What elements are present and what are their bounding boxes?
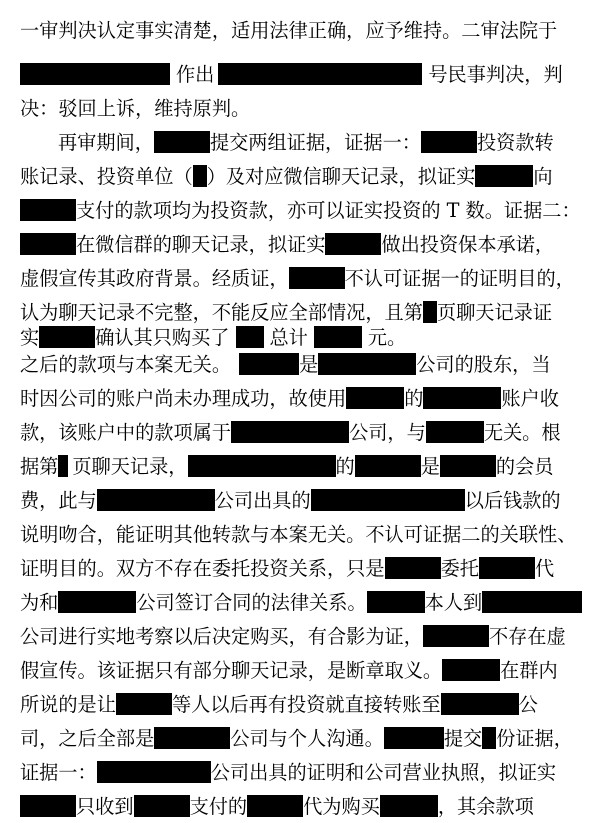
text-segment: 证明目的。双方不存在委托投资关系，只是 (20, 557, 385, 580)
redaction-block (58, 455, 68, 477)
redaction-block (134, 795, 190, 817)
redaction-block (247, 795, 303, 817)
text-segment: 支付的款项均为投资款，亦可以证实投资的 T 数。证据二： (76, 199, 581, 222)
text-segment: 所说的是让 (20, 693, 116, 716)
text-segment: 说明吻合，能证明其他转款与本案无关。不认可证据二的关联性、 (20, 523, 577, 546)
text-line-20 (20, 655, 558, 687)
text-line-14 (20, 451, 553, 483)
text-segment: 再审期间， (58, 131, 154, 154)
redaction-block (231, 421, 349, 443)
redaction-block (97, 761, 211, 783)
text-segment: 元。 (367, 326, 407, 349)
text-segment: ，其余款项 (437, 795, 534, 818)
text-segment: 代 (534, 557, 555, 580)
text-segment: 公司，与 (349, 421, 426, 444)
text-segment: 款，该账户中的款项属于 (20, 421, 232, 444)
text-line-12 (20, 383, 559, 415)
text-line-18 (20, 587, 582, 619)
redaction-block (188, 455, 336, 477)
text-segment: 无关。根 (483, 421, 561, 444)
text-segment: 账户收 (501, 387, 559, 410)
text-segment: 公 (518, 693, 538, 716)
text-segment: 不存在虚 (488, 625, 566, 648)
text-line-4 (58, 127, 554, 159)
text-line-11 (20, 349, 551, 381)
text-segment: 提交两组证据，证据一： (209, 131, 421, 154)
redaction-block (479, 557, 535, 579)
text-segment: 认为聊天记录不完整，不能反应全部情况，且第 (20, 301, 423, 324)
redaction-block (39, 326, 95, 348)
redaction-block (423, 301, 437, 323)
text-line-19 (20, 621, 566, 653)
text-segment: 是 (299, 353, 319, 376)
text-segment: 公司与个人沟通。 (230, 727, 384, 750)
text-segment: 做出投资保本承诺， (381, 233, 555, 256)
redaction-block (355, 455, 421, 477)
text-line-22 (20, 723, 573, 755)
redaction-block (154, 727, 230, 749)
text-segment: ）及对应微信聊天记录，拟证实 (206, 165, 476, 188)
redaction-block (426, 421, 484, 443)
redaction-block (475, 165, 533, 187)
text-line-3 (20, 93, 250, 125)
text-segment: 提交 (443, 727, 483, 750)
text-segment: 委托 (440, 557, 479, 580)
redaction-block (314, 326, 362, 348)
text-segment: 页聊天记录证 (436, 301, 553, 324)
text-segment: 总计 (269, 326, 308, 349)
redaction-block (380, 795, 438, 817)
text-segment: 是 (420, 455, 440, 478)
text-segment: 公司出具的 (214, 489, 311, 512)
text-segment: 在群内 (500, 659, 558, 682)
redaction-block (385, 557, 441, 579)
text-segment: 页聊天记录， (72, 455, 188, 478)
redaction-block (58, 591, 136, 613)
text-line-7 (20, 229, 554, 261)
redaction-block (423, 387, 501, 409)
text-segment: 据第 (20, 455, 59, 478)
text-segment: 公司的股东，当 (416, 353, 551, 376)
text-line-2 (20, 59, 563, 91)
text-segment: 本人到 (424, 591, 483, 614)
text-segment: 账记录、投资单位（ (20, 165, 193, 188)
redaction-block (236, 326, 264, 348)
text-segment: 只收到 (76, 795, 134, 818)
text-segment: 为和 (20, 591, 59, 614)
text-segment: 确认其只购买了 (95, 326, 230, 349)
redaction-block (20, 233, 76, 255)
redaction-block (289, 267, 345, 289)
text-line-23 (20, 757, 556, 789)
text-segment: 份证据， (496, 727, 573, 750)
redaction-block (20, 199, 76, 221)
text-segment: 在微信群的聊天记录，拟证实 (76, 233, 326, 256)
text-segment: 公司签订合同的法律关系。 (136, 591, 367, 614)
text-segment: 司，之后全部是 (20, 727, 155, 750)
text-segment: 一审判决认定事实清楚，适用法律正确，应予维持。二审法院于 (20, 19, 558, 42)
text-segment: 假宣传。该证据只有部分聊天记录，是断章取义。 (20, 659, 443, 682)
text-segment: 不认可证据一的证明目的， (344, 267, 575, 290)
redaction-block (116, 693, 172, 715)
text-segment: 实 (20, 326, 40, 349)
text-segment: 决：驳回上诉，维持原判。 (20, 97, 251, 120)
text-segment: 支付的 (189, 795, 248, 818)
redaction-block (441, 693, 519, 715)
redaction-block (318, 353, 416, 375)
text-segment: 公司出具的证明和公司营业执照，拟证实 (210, 761, 557, 784)
redaction-block (423, 625, 489, 647)
redaction-block (311, 489, 465, 511)
text-segment: 向 (533, 165, 553, 188)
redaction-block (440, 455, 496, 477)
redaction-block (20, 795, 76, 817)
text-segment: 的 (404, 387, 424, 410)
redaction-block (346, 387, 404, 409)
text-segment: 以后钱款的 (464, 489, 561, 512)
text-line-21 (20, 689, 538, 721)
text-line-6 (20, 195, 581, 227)
text-segment: 之后的款项与本案无关。 (20, 353, 232, 376)
redaction-block (218, 63, 422, 85)
redaction-block (193, 165, 207, 187)
text-segment: 的会员 (495, 455, 554, 478)
redaction-block (482, 591, 582, 613)
text-line-1 (20, 15, 557, 47)
text-line-5 (20, 161, 553, 193)
redaction-block (325, 233, 381, 255)
text-segment: 公司进行实地考察以后决定购买，有合影为证， (20, 625, 423, 648)
text-segment: 的 (335, 455, 355, 478)
redaction-block (367, 591, 425, 613)
text-segment: 号民事判决，判 (428, 63, 563, 86)
text-segment: 时因公司的账户尚未办理成功，故使用 (20, 387, 347, 410)
text-line-15 (20, 485, 561, 517)
redaction-block (97, 489, 215, 511)
redaction-block (154, 131, 210, 153)
redaction-block (384, 727, 444, 749)
redaction-block (482, 727, 496, 749)
text-segment: 作出 (176, 63, 215, 86)
redaction-block (20, 63, 170, 85)
text-line-17 (20, 553, 554, 585)
redaction-block (442, 659, 500, 681)
text-line-16 (20, 519, 576, 551)
text-segment: 等人以后再有投资就直接转账至 (171, 693, 441, 716)
redaction-block (239, 353, 299, 375)
redaction-block (421, 131, 477, 153)
text-segment: 投资款转 (477, 131, 554, 154)
text-segment: 代为购买 (303, 795, 380, 818)
text-line-13 (20, 417, 561, 449)
text-segment: 证据一： (20, 761, 97, 784)
text-line-8 (20, 263, 575, 295)
text-line-24 (20, 791, 534, 823)
text-segment: 虚假宣传其政府背景。经质证， (20, 267, 289, 290)
text-segment: 费，此与 (20, 489, 97, 512)
